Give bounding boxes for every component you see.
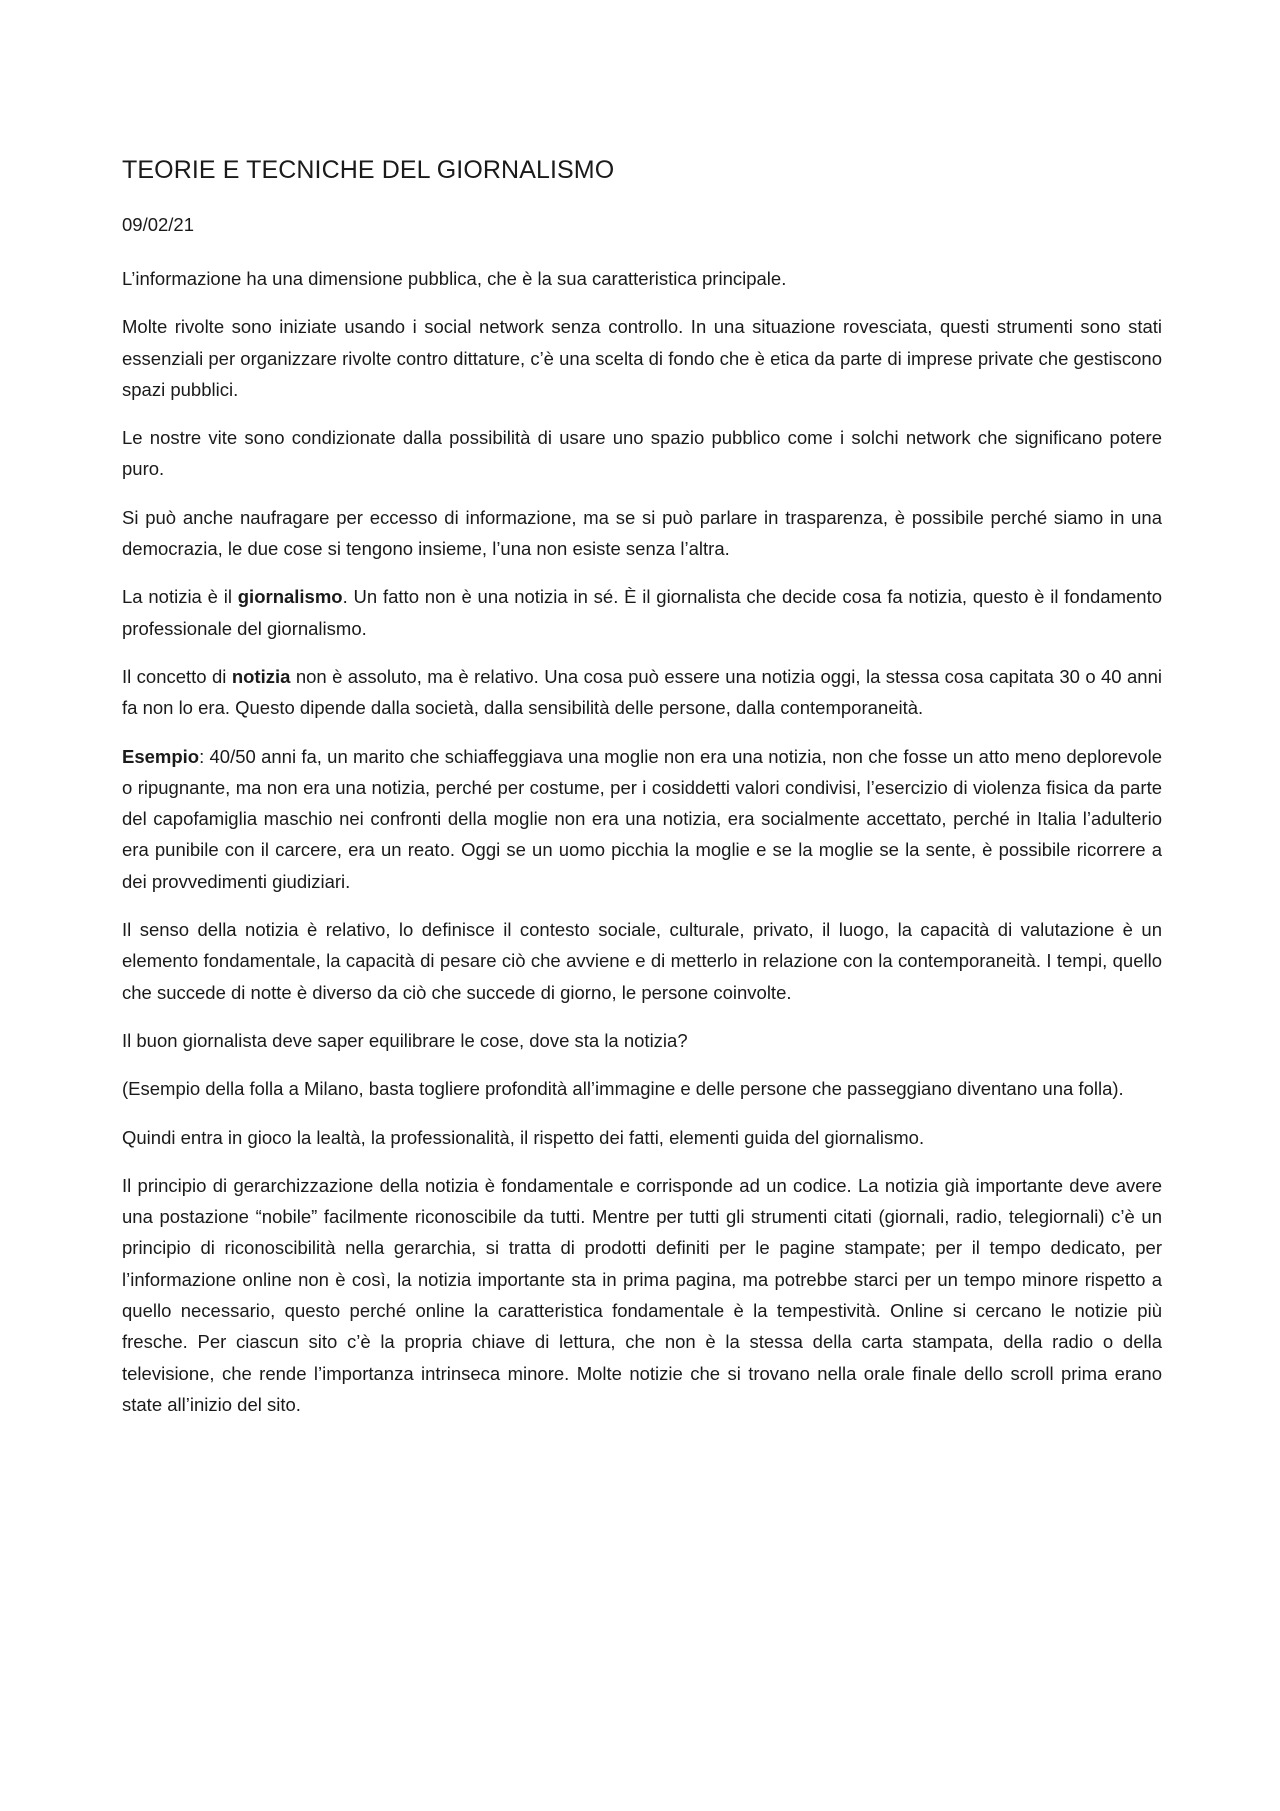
paragraph-5-rest: . Un fatto non è una notizia in sé. È il giornalista che decide cosa fa notizia, questo è il fondamento professionale del giornalismo. <box>122 586 1162 639</box>
paragraph-2: Molte rivolte sono iniziate usando i social network senza controllo. In una situazione rovesciata, questi strumenti sono stati essenziali per organizzare rivolte contro dittature, c’è una scelta di fondo che è etica da parte di imprese private che gestiscono spazi pubblici. <box>122 316 1162 400</box>
paragraph-9: Il buon giornalista deve saper equilibrare le cose, dove sta la notizia? <box>122 1029 688 1051</box>
paragraph-6-rest: non è assoluto, ma è relativo. Una cosa può essere una notizia oggi, la stessa cosa capitata 30 o 40 anni fa non lo era. Questo dipende dalla società, dalla sensibilità delle persone, dalla contemporaneità. <box>122 665 1162 719</box>
paragraph-4: Si può anche naufragare per eccesso di informazione, ma se si può parlare in trasparenza, è possibile perché siamo in una democrazia, le due cose si tengono insieme, l’una non esiste senza l’altra. <box>122 506 1162 560</box>
paragraph-5-bold-term: giornalismo <box>237 586 343 608</box>
paragraph-7-rest: : 40/50 anni fa, un marito che schiaffeggiava una moglie non era una notizia, non che fosse un atto meno deplorevole o ripugnante, ma non era una notizia, perché per costume, per i cosiddetti valori condivisi, l’esercizio di violenza fisica da parte del capofamiglia maschio nei confronti della moglie non era una notizia, era socialmente accettato, perché in Italia l’adulterio era punibile con il carcere, era un reato. Oggi se un uomo picchia la moglie e se la moglie se la sente, è possibile ricorrere a dei provvedimenti giudiziari. <box>122 745 1162 892</box>
paragraph-3: Le nostre vite sono condizionate dalla possibilità di usare uno spazio pubblico come i solchi network che significano potere puro. <box>122 427 1162 480</box>
paragraph-12: Il principio di gerarchizzazione della notizia è fondamentale e corrisponde ad un codice. La notizia già importante deve avere una postazione “nobile” facilmente riconoscibile da tutti. Mentre per tutti gli strumenti citati (giornali, radio, telegiornali) c’è un principio di riconoscibilità nella gerarchia, si tratta di prodotti definiti per le pagine stampate; per il tempo dedicato, per l’informazione online non è così, la notizia importante sta in prima pagina, ma potrebbe starci per un tempo minore rispetto a quello necessario, questo perché online la caratteristica fondamentale è la tempestività. Online si cercano le notizie più fresche. Per ciascun sito c’è la propria chiave di lettura, che non è la stessa della carta stampata, della radio o della televisione, che rende l’importanza intrinseca minore. Molte notizie che si trovano nella orale finale dello scroll prima erano state all’inizio del sito. <box>122 1174 1162 1415</box>
document-body <box>122 263 1162 1437</box>
paragraph-8: Il senso della notizia è relativo, lo definisce il contesto sociale, culturale, privato, il luogo, la capacità di valutazione è un elemento fondamentale, la capacità di pesare ciò che avviene e di metterlo in relazione con la contemporaneità. I tempi, quello che succede di notte è diverso da ciò che succede di giorno, le persone coinvolte. <box>122 919 1162 1003</box>
paragraph-1: L’informazione ha una dimensione pubblica, che è la sua caratteristica principale. <box>122 268 787 289</box>
paragraph-6 <box>122 661 1162 724</box>
paragraph-5 <box>122 581 1162 644</box>
paragraph-5-lead: La notizia è il <box>122 586 238 608</box>
document-date: 09/02/21 <box>122 214 195 235</box>
paragraph-6-lead: Il concetto di <box>122 665 232 687</box>
paragraph-10: (Esempio della folla a Milano, basta togliere profondità all’immagine e delle persone che passeggiano diventano una folla). <box>122 1078 1124 1100</box>
document-title: TEORIE E TECNICHE DEL GIORNALISMO <box>122 156 615 184</box>
paragraph-11: Quindi entra in gioco la lealtà, la professionalità, il rispetto dei fatti, elementi guida del giornalismo. <box>122 1126 925 1148</box>
paragraph-6-bold-term: notizia <box>231 665 291 687</box>
paragraph-7-bold-term: Esempio <box>122 745 200 767</box>
paragraph-7 <box>122 741 1162 897</box>
